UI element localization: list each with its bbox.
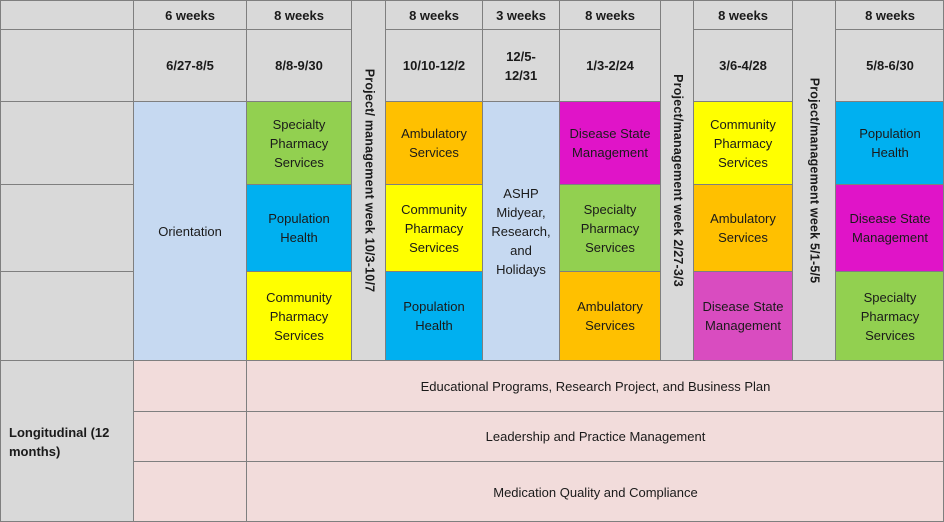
longitudinal-label: Longitudinal (12 months) (0, 360, 133, 522)
rotation-specialty-pharmacy: Specialty Pharmacy Services (246, 101, 351, 184)
duration-col6: 8 weeks (559, 0, 660, 29)
project-week-2 (660, 0, 693, 360)
dates-col4: 10/10-12/2 (385, 29, 482, 101)
rotation-disease-state: Disease State Management (559, 101, 660, 184)
project-week-3 (792, 0, 835, 360)
corner-cell (0, 0, 133, 29)
rotation-ambulatory: Ambulatory Services (559, 271, 660, 360)
rotation-ambulatory: Ambulatory Services (693, 184, 792, 271)
row-label-2 (0, 184, 133, 271)
project-week-2-label: Project/management week 2/27-3/3 (670, 74, 685, 287)
rotation-population-health: Population Health (385, 271, 482, 360)
longitudinal-medication-quality: Medication Quality and Compliance (246, 461, 944, 522)
rotation-disease-state: Disease State Management (835, 184, 944, 271)
project-week-1 (351, 0, 385, 360)
dates-col2: 8/8-9/30 (246, 29, 351, 101)
longitudinal-spacer-3 (133, 461, 246, 522)
rotation-population-health: Population Health (246, 184, 351, 271)
duration-col8: 8 weeks (693, 0, 792, 29)
rotation-community-pharmacy: Community Pharmacy Services (693, 101, 792, 184)
longitudinal-leadership: Leadership and Practice Management (246, 411, 944, 461)
row-label-3 (0, 271, 133, 360)
dates-col8: 3/6-4/28 (693, 29, 792, 101)
duration-col1: 6 weeks (133, 0, 246, 29)
longitudinal-educational-programs: Educational Programs, Research Project, and Business Plan (246, 360, 944, 411)
rotation-specialty-pharmacy: Specialty Pharmacy Services (835, 271, 944, 360)
dates-col5: 12/5-12/31 (482, 29, 559, 101)
rotation-specialty-pharmacy: Specialty Pharmacy Services (559, 184, 660, 271)
longitudinal-spacer-1 (133, 360, 246, 411)
dates-col1: 6/27-8/5 (133, 29, 246, 101)
rotation-community-pharmacy: Community Pharmacy Services (385, 184, 482, 271)
project-week-3-label: Project/management week 5/1-5/5 (807, 77, 822, 284)
rotation-community-pharmacy: Community Pharmacy Services (246, 271, 351, 360)
dates-col6: 1/3-2/24 (559, 29, 660, 101)
orientation-block: Orientation (133, 101, 246, 360)
duration-col2: 8 weeks (246, 0, 351, 29)
duration-col5: 3 weeks (482, 0, 559, 29)
midyear-research-holidays-block: ASHP Midyear, Research, and Holidays (482, 101, 559, 360)
dates-col10: 5/8-6/30 (835, 29, 944, 101)
duration-col10: 8 weeks (835, 0, 944, 29)
rotation-population-health: Population Health (835, 101, 944, 184)
duration-col4: 8 weeks (385, 0, 482, 29)
longitudinal-spacer-2 (133, 411, 246, 461)
rotation-disease-state: Disease State Management (693, 271, 792, 360)
row-label-1 (0, 101, 133, 184)
date-row-label (0, 29, 133, 101)
rotation-ambulatory: Ambulatory Services (385, 101, 482, 184)
project-week-1-label: Project/ management week 10/3-10/7 (362, 68, 377, 293)
